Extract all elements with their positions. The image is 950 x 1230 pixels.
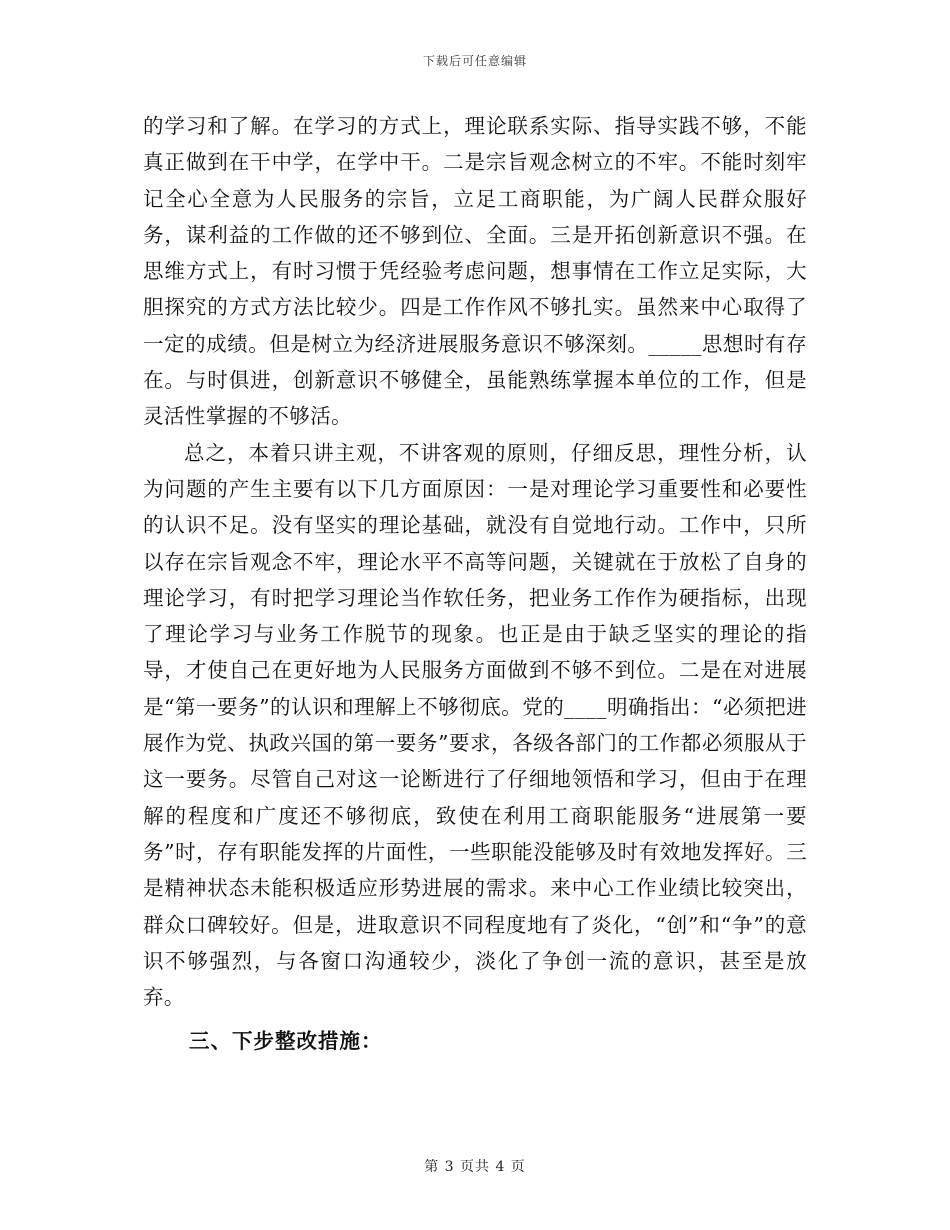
document-body: [143, 108, 807, 1059]
page-number: 第 3 页共 4 页: [424, 1159, 526, 1175]
body-paragraph-1: 的学习和了解。在学习的方式上，理论联系实际、指导实践不够，不能真正做到在干中学，在学中干。二是宗旨观念树立的不牢。不能时刻牢记全心全意为人民服务的宗旨，立足工商职能，为广阔人民群众服好务，谋利益的工作做的还不够到位、全面。三是开拓创新意识不强。在思维方式上，有时习惯于凭经验考虑问题，想事情在工作立足实际，大胆探究的方式方法比较少。四是工作作风不够扎实。虽然来中心取得了一定的成绩。但是树立为经济进展服务意识不够深刻。_____思想时有存在。与时俱进，创新意识不够健全，虽能熟练掌握本单位的工作，但是灵活性掌握的不够活。: [143, 114, 807, 429]
section-heading: 三、下步整改措施：: [189, 1029, 383, 1054]
body-paragraph-2: 总之，本着只讲主观，不讲客观的原则，仔细反思，理性分析，认为问题的产生主要有以下几方面原因：一是对理论学习重要性和必要性的认识不足。没有坚实的理论基础，就没有自觉地行动。工作中，只所以存在宗旨观念不牢，理论水平不高等问题，关键就在于放松了自身的理论学习，有时把学习理论当作软任务，把业务工作作为硬指标，出现了理论学习与业务工作脱节的现象。也正是由于缺乏坚实的理论的指导，才使自己在更好地为人民服务方面做到不够不到位。二是在对进展是“第一要务”的认识和理解上不够彻底。党的____明确指出：“必须把进展作为党、执政兴国的第一要务”要求，各级各部门的工作都必须服从于这一要务。尽管自己对这一论断进行了仔细地领悟和学习，但由于在理解的程度和广度还不够彻底，致使在利用工商职能服务“进展第一要务”时，存有职能发挥的片面性，一些职能没能够及时有效地发挥好。三是精神状态未能积极适应形势进展的需求。来中心工作业绩比较突出，群众口碑较好。但是，进取意识不同程度地有了炎化，“创”和“争”的意识不够强烈，与各窗口沟通较少，淡化了争创一流的意识，甚至是放弃。: [143, 440, 807, 1010]
header-note: 下载后可任意编辑: [422, 54, 527, 68]
